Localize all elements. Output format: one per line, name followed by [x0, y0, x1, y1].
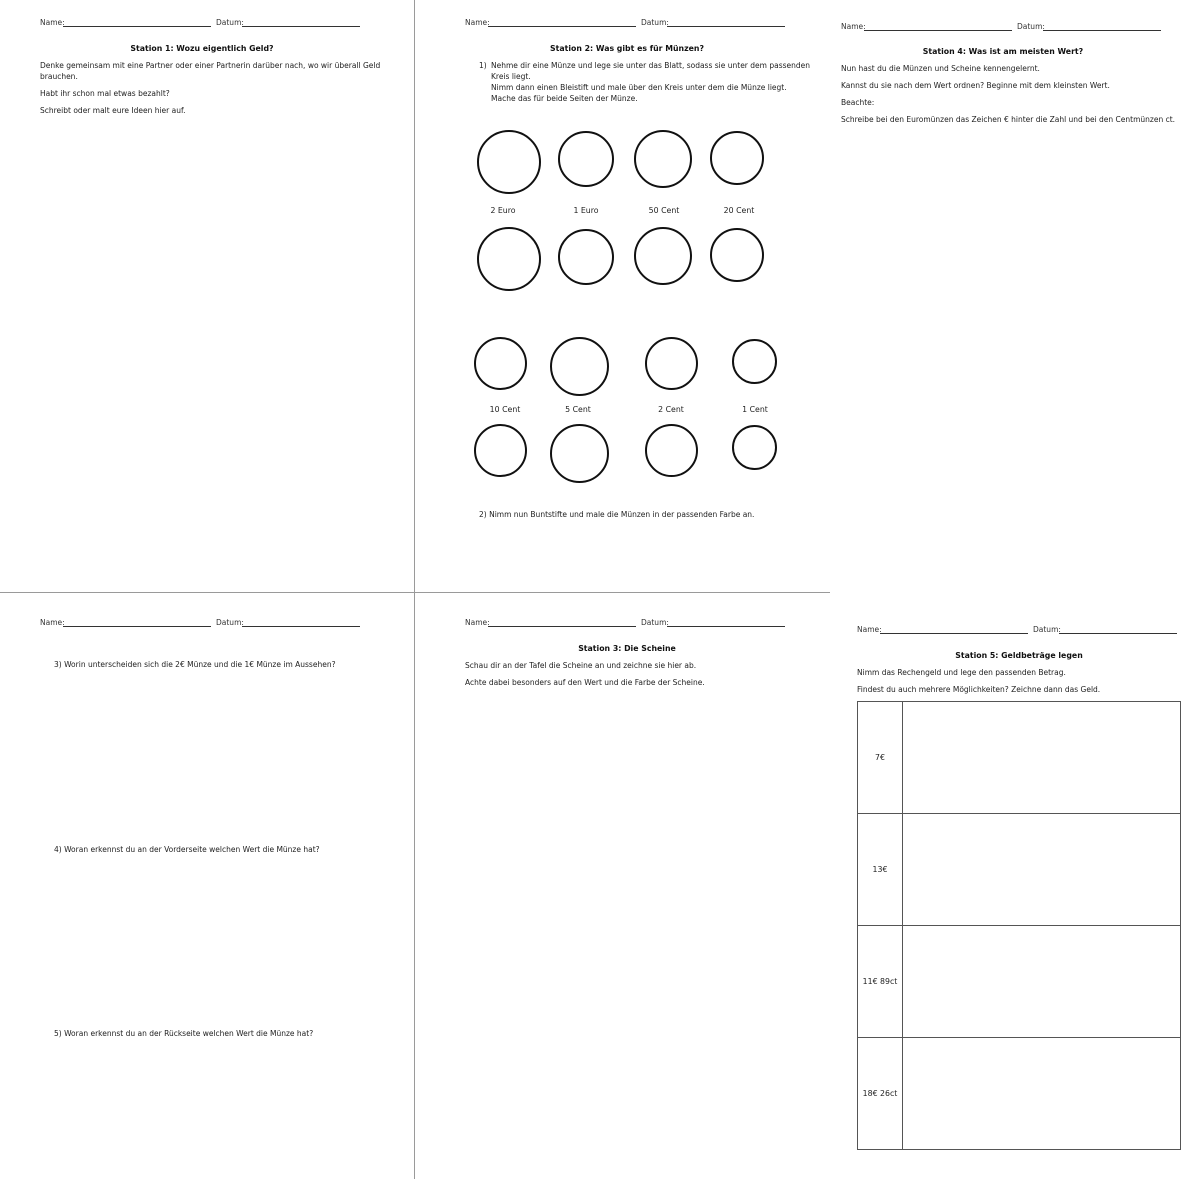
table-row: [858, 926, 1181, 1038]
drawing-cell[interactable]: [903, 926, 1181, 1038]
date-line[interactable]: [667, 26, 785, 27]
question-text: 5) Woran erkennst du an der Rückseite welchen Wert die Münze hat?: [54, 1029, 314, 1038]
station-title: Station 4: Was ist am meisten Wert?: [922, 47, 1084, 56]
date-label: Datum:: [641, 618, 669, 627]
amount-table: [857, 701, 1181, 1150]
name-label: Name:: [40, 18, 65, 27]
amount-cell: 7€: [858, 702, 903, 814]
instruction-text: Habt ihr schon mal etwas bezahlt?: [40, 89, 170, 98]
name-label: Name:: [465, 18, 490, 27]
coin-circle-10-cent-back[interactable]: [474, 424, 527, 477]
page-divider-vertical: [414, 0, 415, 1179]
station-title: Station 1: Wozu eigentlich Geld?: [130, 44, 274, 53]
drawing-cell[interactable]: [903, 702, 1181, 814]
coin-circle-50-cent-back[interactable]: [634, 227, 692, 285]
instruction-text: 2) Nimm nun Buntstifte und male die Münzen in der passenden Farbe an.: [479, 510, 755, 519]
coin-label: 2 Euro: [490, 206, 516, 215]
date-line[interactable]: [667, 626, 785, 627]
date-label: Datum:: [216, 618, 244, 627]
name-line[interactable]: [63, 26, 211, 27]
coin-label: 10 Cent: [489, 405, 521, 414]
date-label: Datum:: [216, 18, 244, 27]
drawing-cell[interactable]: [903, 1038, 1181, 1150]
name-label: Name:: [40, 618, 65, 627]
coin-circle-1-cent-front[interactable]: [732, 339, 777, 384]
coin-circle-20-cent-front[interactable]: [710, 131, 764, 185]
coin-label: 2 Cent: [658, 405, 684, 414]
name-line[interactable]: [488, 626, 636, 627]
instruction-text: Nimm das Rechengeld und lege den passenden Betrag.: [857, 668, 1066, 677]
question-text: 3) Worin unterscheiden sich die 2€ Münze und die 1€ Münze im Aussehen?: [54, 660, 336, 669]
instruction-text: Beachte:: [841, 98, 875, 107]
date-line[interactable]: [1059, 633, 1177, 634]
question-text: 4) Woran erkennst du an der Vorderseite welchen Wert die Münze hat?: [54, 845, 320, 854]
instruction-text: Kannst du sie nach dem Wert ordnen? Beginne mit dem kleinsten Wert.: [841, 81, 1110, 90]
instruction-text: Schreibe bei den Euromünzen das Zeichen € hinter die Zahl und bei den Centmünzen ct.: [841, 115, 1176, 124]
coin-circle-10-cent-front[interactable]: [474, 337, 527, 390]
instruction-text: Nimm dann einen Bleistift und male über den Kreis unter dem die Münze liegt.: [491, 83, 787, 92]
instruction-text: Kreis liegt.: [491, 72, 531, 81]
station-title: Station 2: Was gibt es für Münzen?: [549, 44, 704, 53]
instruction-text: Mache das für beide Seiten der Münze.: [491, 94, 638, 103]
date-line[interactable]: [242, 626, 360, 627]
coin-circle-1-cent-back[interactable]: [732, 425, 777, 470]
name-label: Name:: [841, 22, 866, 31]
coin-label: 50 Cent: [648, 206, 680, 215]
name-label: Name:: [465, 618, 490, 627]
coin-circle-2-cent-front[interactable]: [645, 337, 698, 390]
coin-label: 1 Euro: [573, 206, 599, 215]
coin-circle-20-cent-back[interactable]: [710, 228, 764, 282]
instruction-text: Nehme dir eine Münze und lege sie unter das Blatt, sodass sie unter dem passenden: [491, 61, 811, 70]
instruction-text: Achte dabei besonders auf den Wert und die Farbe der Scheine.: [465, 678, 705, 687]
instruction-text: brauchen.: [40, 72, 78, 81]
coin-circle-5-cent-back[interactable]: [550, 424, 609, 483]
date-line[interactable]: [1043, 30, 1161, 31]
table-row: [858, 702, 1181, 814]
instruction-text: Schreibt oder malt eure Ideen hier auf.: [40, 106, 186, 115]
coin-circle-2-euro-front[interactable]: [477, 130, 541, 194]
instruction-text: Denke gemeinsam mit eine Partner oder einer Partnerin darüber nach, wo wir überall Geld: [40, 61, 381, 70]
amount-cell: 13€: [858, 814, 903, 926]
coin-circle-50-cent-front[interactable]: [634, 130, 692, 188]
coin-circle-1-euro-back[interactable]: [558, 229, 614, 285]
table-row: [858, 814, 1181, 926]
date-line[interactable]: [242, 26, 360, 27]
coin-label: 1 Cent: [742, 405, 768, 414]
station-title: Station 5: Geldbeträge legen: [955, 651, 1083, 660]
name-line[interactable]: [880, 633, 1028, 634]
date-label: Datum:: [1017, 22, 1045, 31]
date-label: Datum:: [641, 18, 669, 27]
amount-cell: 18€ 26ct: [858, 1038, 903, 1150]
instruction-text: Nun hast du die Münzen und Scheine kennengelernt.: [841, 64, 1040, 73]
coin-circle-2-cent-back[interactable]: [645, 424, 698, 477]
name-label: Name:: [857, 625, 882, 634]
coin-circle-1-euro-front[interactable]: [558, 131, 614, 187]
coin-circle-2-euro-back[interactable]: [477, 227, 541, 291]
page-divider-horizontal: [0, 592, 830, 593]
coin-label: 5 Cent: [565, 405, 591, 414]
coin-circle-5-cent-front[interactable]: [550, 337, 609, 396]
date-label: Datum:: [1033, 625, 1061, 634]
name-line[interactable]: [488, 26, 636, 27]
station-title: Station 3: Die Scheine: [578, 644, 676, 653]
coin-label: 20 Cent: [723, 206, 755, 215]
table-row: [858, 1038, 1181, 1150]
name-line[interactable]: [63, 626, 211, 627]
amount-cell: 11€ 89ct: [858, 926, 903, 1038]
name-line[interactable]: [864, 30, 1012, 31]
instruction-text: Schau dir an der Tafel die Scheine an und zeichne sie hier ab.: [465, 661, 697, 670]
task-number: 1): [479, 61, 487, 70]
drawing-cell[interactable]: [903, 814, 1181, 926]
instruction-text: Findest du auch mehrere Möglichkeiten? Zeichne dann das Geld.: [857, 685, 1101, 694]
